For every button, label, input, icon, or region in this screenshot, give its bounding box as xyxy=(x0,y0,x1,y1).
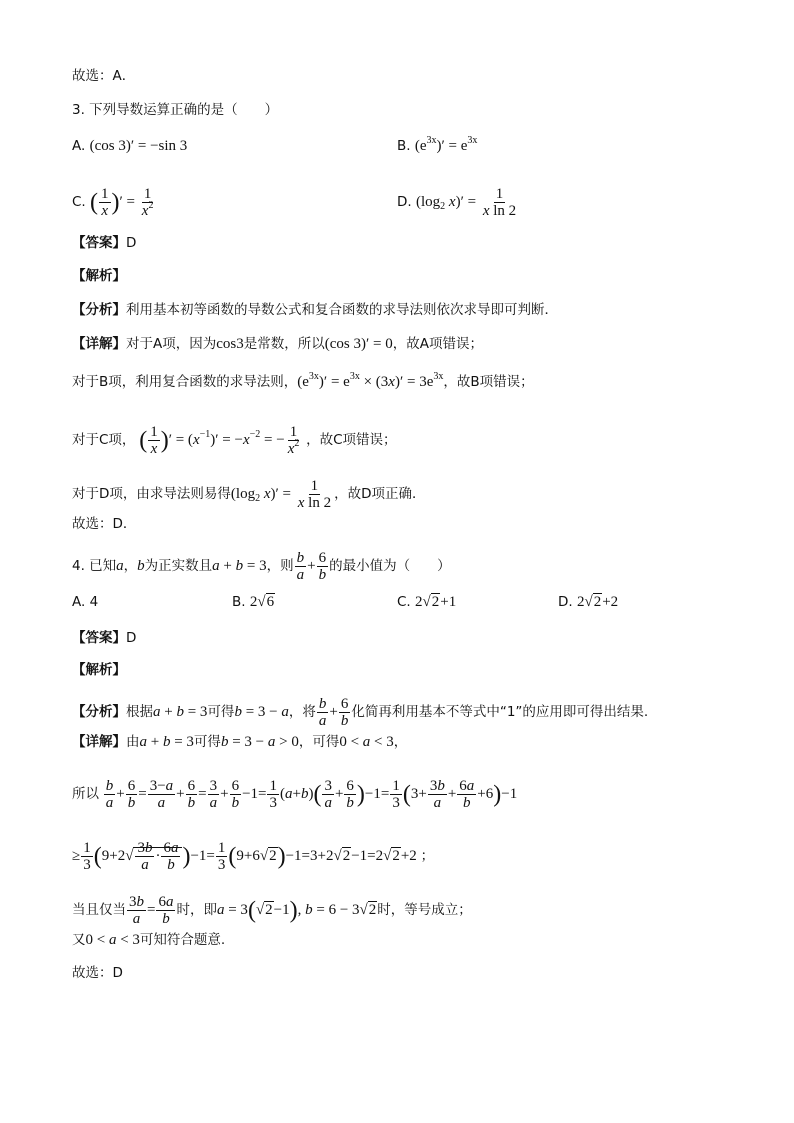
formula: b = 3 − a xyxy=(234,703,289,720)
formula: ($\log_2$ x)′ = $\frac{1}{\text{x ln 2}}$ xyxy=(230,478,332,511)
var-a: a xyxy=(116,557,124,574)
q3-detail-tag: 【详解】 xyxy=(72,336,126,352)
q3-selection: 故选：D． xyxy=(72,516,137,532)
q3-option-d xyxy=(397,186,519,219)
q3-option-a-formula: (cos 3)′ = −sin 3 xyxy=(89,138,188,154)
q3-option-d-label: D. xyxy=(397,193,412,210)
q3-option-b-label: B. xyxy=(397,138,411,154)
text: 时，等号成立； xyxy=(377,901,472,918)
formula: a + b = 3 xyxy=(212,557,267,574)
q3-option-b-formula: $(e^{3x})' = e^{3x}$ xyxy=(414,135,478,154)
var-b: b xyxy=(137,557,145,574)
formula: $(e^{3x})' = e^{3x} \times (3x)' = 3e^{3x}$ xyxy=(297,371,444,390)
formula: $\frac{b}{a}$ + $\frac{6}{b}$ = $\frac{3-a}{a}$ + $\frac{6}{b}$ = $\frac{3}{a}$ + $\frac{6}{b}$ −1= $\frac{1}{3}$ (a+b)( $\frac{3}{a}$ + $\frac{6}{b}$ )−1= $\frac{1}{3}$ (3+ $\frac{3b}{a}$ + $\frac{6a}{b}$ +6)−1 xyxy=(105,778,518,811)
text: 对于C项， xyxy=(72,431,136,448)
text: 可得 xyxy=(193,734,221,750)
formula: (cos 3)′ = 0 xyxy=(324,336,393,352)
q3-option-b xyxy=(397,136,477,156)
q3-analysis xyxy=(72,300,558,320)
q4-option-d-label: D. xyxy=(558,594,573,610)
text: ，将 xyxy=(288,703,316,720)
q3-answer xyxy=(72,233,136,253)
q4-answer-tag: 【答案】 xyxy=(72,630,126,646)
text: 可知符合题意. xyxy=(139,932,226,948)
text: 当且仅当 xyxy=(72,901,126,918)
q4-analysis-heading: 【解析】 xyxy=(72,662,126,678)
text: 对于D项，由求导法则易得 xyxy=(72,485,231,502)
q3-option-c xyxy=(72,186,156,219)
formula: $\frac{b}{a}$ + $\frac{6}{b}$ xyxy=(296,550,327,583)
q4-answer xyxy=(72,628,136,648)
q3-option-d-formula: ($\log_2$ x)′ = $\frac{1}{\text{x ln 2}}$ xyxy=(415,186,517,219)
text: 的最小值为（ ） xyxy=(329,557,451,574)
q3-analysis-text: 利用基本初等函数的导数公式和复合函数的求导法则依次求导即可判断． xyxy=(126,302,558,318)
formula: $\frac{b}{a}$ + $\frac{6}{b}$ xyxy=(318,696,349,729)
text: 是常数，所以 xyxy=(243,336,325,352)
formula: a = 3(√2−1), b = 6 − 3√2 xyxy=(216,897,377,924)
text: ，故B项错误； xyxy=(443,374,534,390)
formula: ≥ $\frac{1}{3}$ (9+2√ $\frac{3b}{a}$ · $\frac{6a}{b}$ )−1= $\frac{1}{3}$ (9+6√2)−1=3+2√2−1=2√2+2 xyxy=(72,840,421,873)
formula: ( $\frac{1}{x}$ )′ = $(x^{-1})' = -x^{-2}$ = − $\frac{1}{x^2}$ xyxy=(139,424,300,457)
q4-detail-3 xyxy=(72,840,434,873)
text: ，则 xyxy=(266,557,294,574)
q4-option-d-formula: 2√2+2 xyxy=(576,594,619,610)
q4-option-a: A. 4 xyxy=(72,594,99,610)
q3-option-c-formula: ( $\frac{1}{x}$ )′ = $\frac{1}{x^2}$ xyxy=(90,186,154,219)
q4-detail-5 xyxy=(72,930,225,950)
text: 对于A项，因为 xyxy=(126,336,217,352)
q4-option-b-formula: 2√6 xyxy=(249,594,275,610)
q4-answer-value: D xyxy=(126,630,137,646)
text: 所以 xyxy=(72,785,99,802)
q4-detail-2 xyxy=(72,778,517,811)
q3-answer-tag: 【答案】 xyxy=(72,235,126,251)
q3-analysis-heading: 【解析】 xyxy=(72,268,126,284)
q4-detail-tag: 【详解】 xyxy=(72,734,126,750)
q4-option-c-label: C. xyxy=(397,594,411,610)
q3-answer-value: D xyxy=(126,235,137,251)
text: 由 xyxy=(126,734,140,750)
question-3-stem: 3. 下列导数运算正确的是（ ） xyxy=(72,102,279,118)
q4-detail-1 xyxy=(72,732,407,752)
q3-option-c-label: C. xyxy=(72,193,86,210)
formula: b = 3 − a > 0 xyxy=(220,734,299,750)
q4-option-b-label: B. xyxy=(232,594,246,610)
q4-option-b xyxy=(232,592,275,612)
q4-selection: 故选：D xyxy=(72,965,123,981)
text: 化简再利用基本不等式中“1”的应用即可得出结果. xyxy=(351,703,649,720)
q3-detail-a xyxy=(72,334,483,354)
q4-option-c xyxy=(397,592,456,612)
q3-detail-d xyxy=(72,478,426,511)
text: ， xyxy=(393,734,408,750)
formula: a + b = 3 xyxy=(139,734,194,750)
formula: 0 < a < 3 xyxy=(339,734,394,750)
text: ，故C项错误； xyxy=(306,431,397,448)
text: ； xyxy=(420,847,435,864)
prev-answer-line: 故选：A． xyxy=(72,68,136,84)
q3-detail-b xyxy=(72,372,534,392)
text: 对于B项，利用复合函数的求导法则， xyxy=(72,374,298,390)
q4-option-d xyxy=(558,592,618,612)
formula: $\frac{3b}{a}$ = $\frac{6a}{b}$ xyxy=(129,894,174,927)
text: ，可得 xyxy=(298,734,340,750)
q3-option-a-label: A. xyxy=(72,138,86,154)
text: 4. 已知 xyxy=(72,557,117,574)
q4-analysis-tag: 【分析】 xyxy=(72,703,126,720)
formula: cos3 xyxy=(216,336,244,352)
formula: 0 < a < 3 xyxy=(85,932,140,948)
question-4-stem xyxy=(72,550,451,583)
text: 时，即 xyxy=(176,901,217,918)
formula: a + b = 3 xyxy=(153,703,208,720)
text: ，故D项正确． xyxy=(334,485,426,502)
q3-option-a xyxy=(72,136,187,156)
q3-detail-c xyxy=(72,424,397,457)
q4-analysis xyxy=(72,696,648,729)
text: 为正实数且 xyxy=(144,557,213,574)
text: 可得 xyxy=(207,703,235,720)
q3-analysis-tag: 【分析】 xyxy=(72,302,126,318)
q4-detail-4 xyxy=(72,894,472,927)
text: 根据 xyxy=(126,703,153,720)
text: ，故A项错误； xyxy=(392,336,483,352)
text: ， xyxy=(123,557,138,574)
q4-option-c-formula: 2√2+1 xyxy=(415,594,457,610)
text: 又 xyxy=(72,932,86,948)
